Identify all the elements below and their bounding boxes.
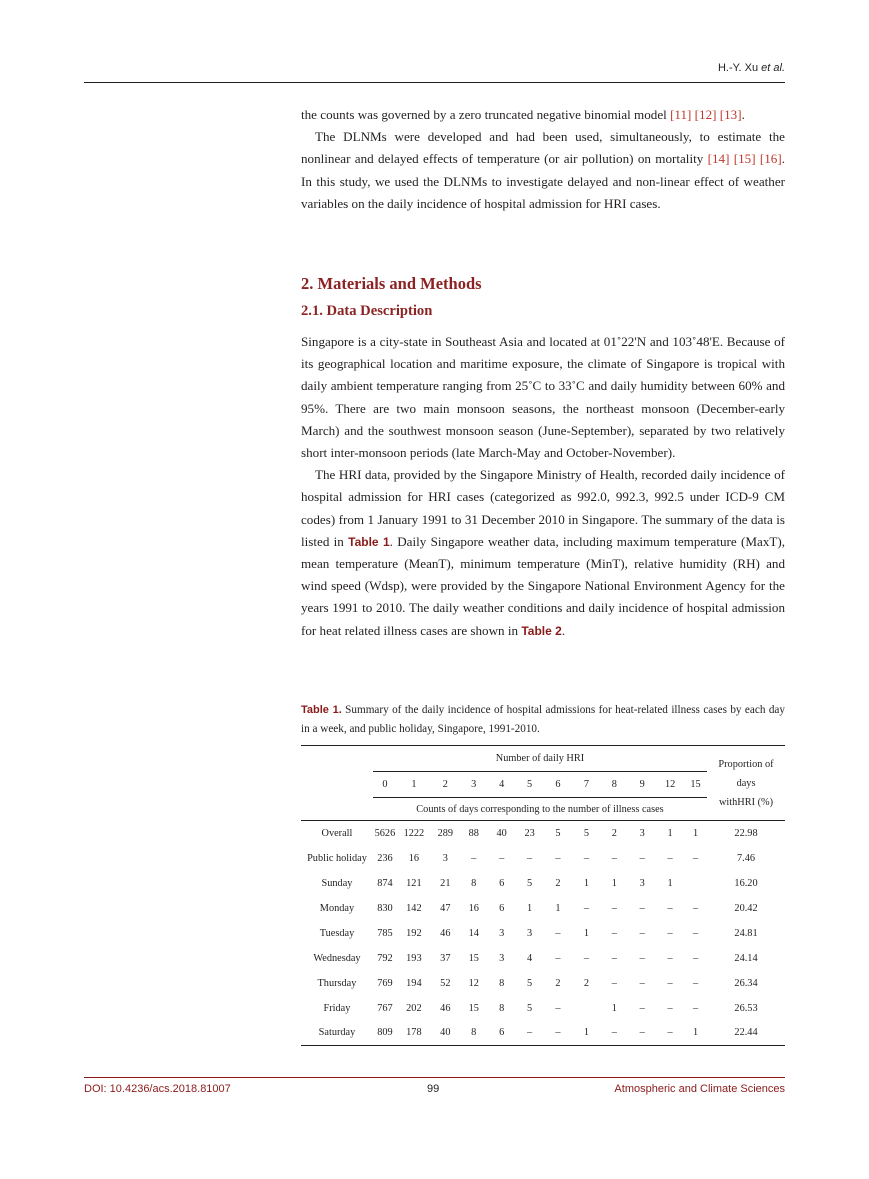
proportion-header-line-3: withHRI (%) [718,796,774,808]
table-cell: 289 [437,827,454,839]
table-cell: – [583,902,589,914]
table-cell: 5626 [374,827,396,839]
table-cell: 142 [406,902,422,914]
row-label: Thursday [317,977,357,989]
table-cell: 3 [639,827,645,839]
counts-header: Counts of days corresponding to the number of illness cases [373,798,707,821]
table-row [301,971,785,996]
table-cell: 3 [499,952,505,964]
table-cell: 3 [442,852,448,864]
table-cell: 8 [499,977,505,989]
column-header: 8 [611,779,617,790]
column-header: 5 [527,779,533,790]
subsection-title: 2.1. Data Description [301,303,433,319]
table-cell [572,996,600,1021]
table-cell: – [667,927,673,939]
table-cell: 1 [527,902,533,914]
table-cell: – [555,927,561,939]
table-row [301,821,785,846]
table-cell: 785 [377,927,393,939]
table-cell: – [639,1002,645,1014]
table-cell: 15 [468,952,479,964]
proportion-cell: 22.98 [734,827,758,839]
table-cell: – [667,1002,673,1014]
table-cell: 37 [440,952,451,964]
header-etal: et al. [758,62,785,74]
table-cell: 1 [583,877,589,889]
proportion-header-line-2: days [736,777,756,789]
table-cell: 1 [692,1027,699,1039]
table-cell: 2 [611,827,617,839]
table-cell: 46 [440,1002,451,1014]
table-cell: 3 [527,927,533,939]
table-cell [684,871,707,896]
table-cell: 4 [527,952,533,964]
table-cell: – [611,952,617,964]
table-cell: 1 [611,877,617,889]
table-cell: 40 [496,827,507,839]
table-cell: 1 [692,827,699,839]
table-cell: 809 [377,1027,393,1039]
table-cell: – [527,852,533,864]
row-label: Friday [323,1002,351,1014]
table-cell: 769 [377,977,393,989]
table-cell: 194 [406,977,422,989]
proportion-header [707,746,785,821]
header-author: H.-Y. Xu [717,62,759,74]
table-cell: 6 [499,877,505,889]
table-cell: 8 [499,1002,505,1014]
table-cell: 767 [377,1002,393,1014]
table-cell: 236 [377,852,393,864]
table-cell: 46 [440,927,451,939]
table-cell: 192 [406,927,422,939]
citation-14-16[interactable]: [14] [15] [16] [707,151,782,167]
table-cell: 5 [555,827,561,839]
intro-paragraph-2 [301,126,785,215]
table-cell: 874 [377,877,393,889]
table-row [301,896,785,921]
table-1-caption-text: Summary of the daily incidence of hospital admissions for heat-related illness cases by each day in a week, and public holiday, Singapore, 1991-2010. [301,704,785,735]
header-rule [84,82,785,83]
table-cell: 830 [377,902,393,914]
subsection-heading-block [301,303,785,320]
data-p2-text-c: . [561,622,566,638]
proportion-cell: 20.42 [734,902,758,914]
proportion-header-line-1: Proportion of [718,758,774,770]
table-cell: 47 [440,902,451,914]
table-cell: 193 [406,952,422,964]
table-cell: – [499,852,505,864]
table-cell: – [611,852,617,864]
table-cell: – [692,977,699,989]
table-cell: 1 [583,927,589,939]
data-paragraph-2 [301,464,785,642]
data-paragraph-1: Singapore is a city-state in Southeast Asia and located at 01˚22'N and 103˚48'E. Because of its geographical location and maritime exposure, the climate of Singapore is tropical with daily ambient temperature ranging from 25˚C to 33˚C and daily humidity between 60% and 95%. There are two main monsoon seasons, the northeast monsoon (December-early March) and the southwest monsoon season (June-September), separated by two relatively short inter-monsoon periods (late March-May and October-November). [301,334,785,461]
proportion-cell: 24.81 [734,927,758,939]
table-cell: – [583,952,589,964]
group-header: Number of daily HRI [373,746,707,772]
table-cell: 16 [468,902,479,914]
table-cell: 3 [499,927,505,939]
table-cell: 5 [527,977,533,989]
table-cell: – [611,1027,617,1039]
row-label: Overall [321,827,353,839]
table-cell: – [692,1002,699,1014]
table-2-link[interactable]: Table 2 [521,623,562,638]
footer-journal[interactable]: Atmospheric and Climate Sciences [614,1083,785,1095]
table-row [301,946,785,971]
running-header [718,62,785,74]
table-cell: 792 [377,952,393,964]
table-cell: – [583,852,589,864]
proportion-cell: 16.20 [734,877,758,889]
row-label-header [301,746,373,821]
column-header: 15 [690,779,701,790]
table-cell: – [692,852,699,864]
table-cell: 1 [583,1027,589,1039]
table-row [301,871,785,896]
row-label: Monday [319,902,355,914]
table-cell: – [639,852,645,864]
table-cell: 23 [524,827,535,839]
table-row [301,846,785,871]
table-cell: 40 [440,1027,451,1039]
table-cell: 52 [440,977,451,989]
table-cell: 21 [440,877,451,889]
table-cell: – [667,952,673,964]
table-cell: 8 [471,1027,477,1039]
table-cell: – [667,977,673,989]
table-cell: – [639,927,645,939]
table-cell: 88 [468,827,479,839]
row-label: Public holiday [307,852,367,864]
table-cell: – [555,852,561,864]
table-cell: – [611,902,617,914]
proportion-cell: 7.46 [737,852,756,864]
table-cell: 3 [639,877,645,889]
table-cell: – [667,852,673,864]
intro-paragraph-1: the counts was governed by a zero truncated negative binomial model [11] [12] [13]. [301,107,745,122]
table-cell: 2 [555,977,561,989]
table-cell: – [667,902,673,914]
proportion-cell: 26.34 [734,977,758,989]
table-row [301,1021,785,1046]
table-cell: – [692,927,699,939]
table-cell: 1222 [403,827,425,839]
intro-p1-text: the counts was governed by a zero truncated negative binomial model [301,107,671,122]
table-cell: – [555,952,561,964]
table-cell: – [555,1002,561,1014]
table-cell: – [639,977,645,989]
footer-page-number: 99 [427,1083,440,1095]
table-cell: 15 [468,1002,479,1014]
column-header: 6 [555,779,561,790]
table-cell: 5 [527,1002,533,1014]
column-header: 4 [499,779,505,790]
footer-rule [84,1077,785,1078]
table-cell: 1 [555,902,561,914]
table-1-link[interactable]: Table 1 [348,534,390,549]
table-1-label: Table 1. [301,704,342,716]
table-cell: 2 [583,977,589,989]
table-cell: 14 [468,927,479,939]
table-cell: 5 [583,827,589,839]
table-cell: – [692,952,699,964]
table-cell: 178 [406,1027,422,1039]
table-1-grid [301,745,785,1046]
table-row [301,921,785,946]
table-cell: 121 [406,877,422,889]
table-cell: 5 [527,877,533,889]
data-p2-text-b: . Daily Singapore weather data, including maximum temperature (MaxT), mean temperature (MeanT), minimum temperature (MinT), relative humidity (RH) and wind speed (Wdsp), were provided by the Singapore National Environment Agency for the years 1991 to 2010. The daily weather conditions and daily incidence of hospital admission for heat related illness cases are shown in [301,533,785,638]
column-header: 0 [382,779,388,790]
proportion-cell: 22.44 [734,1027,758,1039]
table-cell: – [555,1027,561,1039]
column-header: 9 [639,779,645,790]
column-header: 12 [664,779,676,790]
table-cell: 12 [468,977,479,989]
table-row [301,996,785,1021]
table-cell: – [639,1027,645,1039]
table-cell: – [527,1027,533,1039]
citation-11-13[interactable]: [11] [12] [13] [670,107,742,122]
column-header: 7 [583,779,589,790]
table-cell: 1 [667,827,673,839]
column-header: 2 [442,779,448,790]
section-title: 2. Materials and Methods [301,274,482,293]
intro-p2-text-a: The DLNMs were developed and had been used, simultaneously, to estimate the nonlinear and delayed effects of temperature (or air pollution) on mortality [301,129,785,167]
table-cell: – [471,852,477,864]
table-cell: 16 [408,852,420,864]
table-cell: 202 [406,1002,422,1014]
table-cell: – [611,927,617,939]
intro-block [301,104,785,215]
section-heading-block [301,274,785,294]
table-cell: 6 [499,1027,505,1039]
table-1-caption [301,701,785,738]
proportion-cell: 26.53 [734,1002,758,1014]
table-cell: 8 [471,877,477,889]
data-p2-text-a: The HRI data, provided by the Singapore Ministry of Health, recorded daily incidence of hospital admission for HRI cases (categorized as 992.0, 992.3, 992.5 under ICD-9 CM codes) from 1 January 1991 to 31 December 2010 in Singapore. The summary of the data is listed in [301,467,785,549]
table-cell: 1 [611,1002,617,1014]
table-1 [301,745,785,1046]
row-label: Saturday [318,1027,356,1039]
table-1-body [301,821,785,1046]
table-cell: – [611,977,617,989]
table-cell: 6 [499,902,505,914]
table-cell: 1 [667,877,673,889]
column-header: 3 [471,779,477,790]
table-cell: – [639,952,645,964]
intro-p2-text-b: . In this study, we used the DLNMs to investigate delayed and non-linear effect of weather variables on the daily incidence of hospital admission for HRI cases. [301,151,785,211]
proportion-cell: 24.14 [734,952,758,964]
row-label: Sunday [321,877,353,889]
table-cell: – [639,902,645,914]
table-cell: 2 [555,877,561,889]
row-label: Wednesday [313,952,361,964]
column-header: 1 [411,779,417,790]
footer-doi[interactable]: DOI: 10.4236/acs.2018.81007 [84,1083,231,1095]
table-cell: – [692,902,699,914]
row-label: Tuesday [319,927,355,939]
table-cell: – [667,1027,673,1039]
data-description-block [301,331,785,642]
